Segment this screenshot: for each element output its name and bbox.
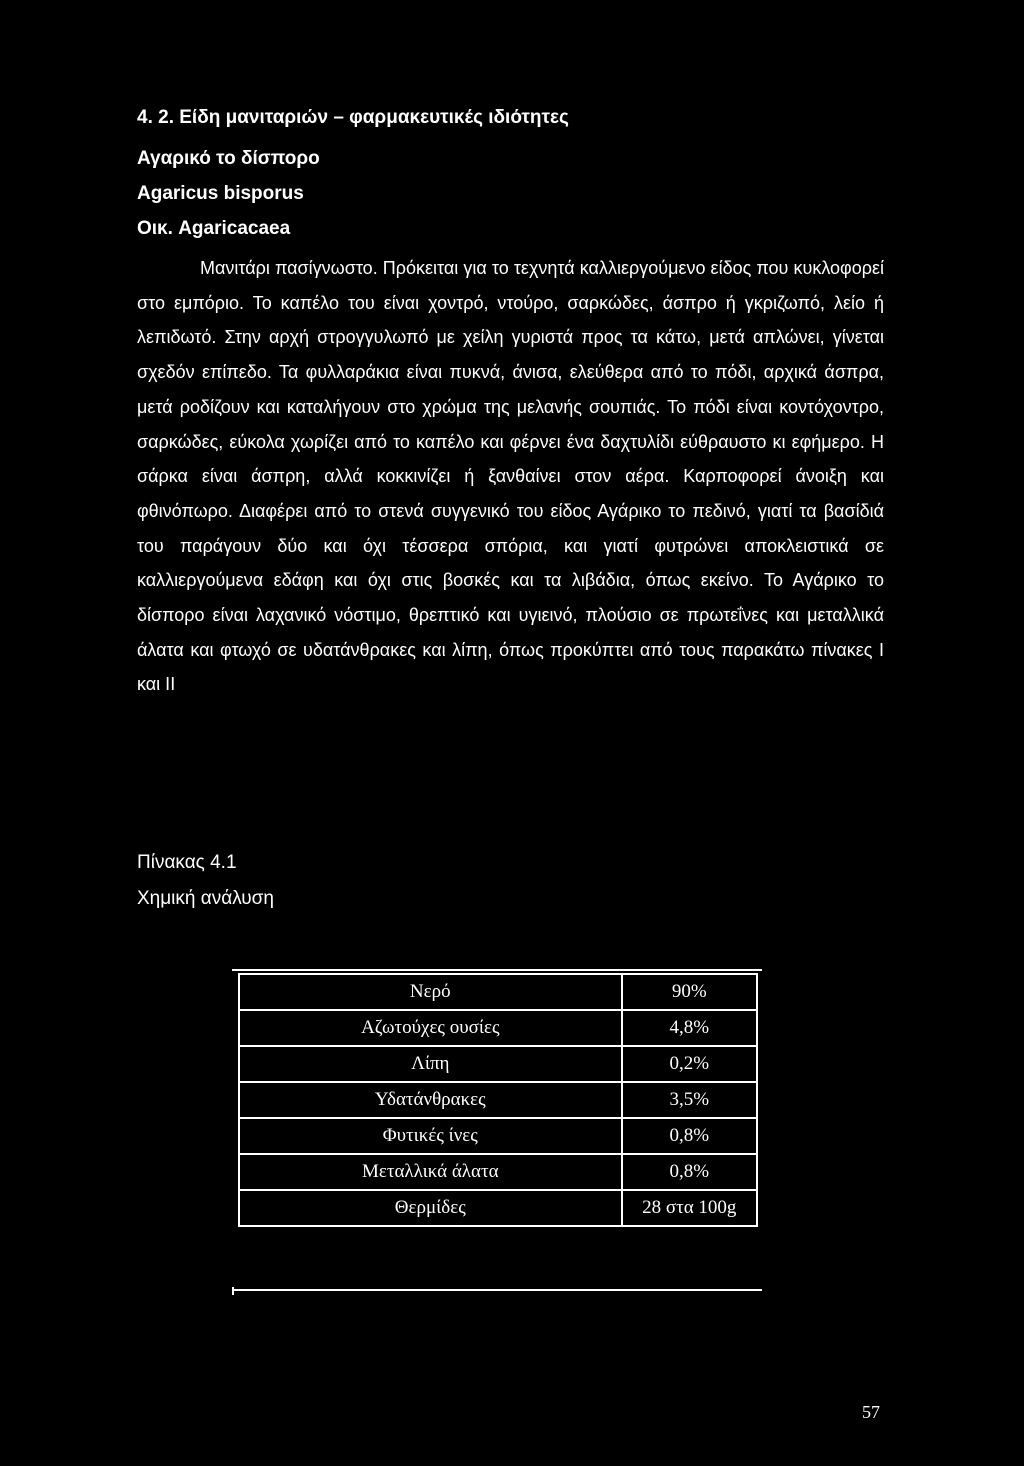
table-row (239, 974, 757, 1010)
table-corner-mark (232, 1287, 234, 1295)
body-paragraph: Μανιτάρι πασίγνωστο. Πρόκειται για το τεχνητά καλλιεργούμενο είδος που κυκλοφορεί στο εμπόριο. Το καπέλο του είναι χοντρό, ντούρο, σαρκώδες, άσπρο ή γκριζωπό, λείο ή λεπιδωτό. Στην αρχή στρογγυλωπό με χείλη γυριστά προς τα κάτω, μετά απλώνει, γίνεται σχεδόν επίπεδο. Τα φυλλαράκια είναι πυκνά, άνισα, ελεύθερα από το πόδι, αρχικά άσπρα, μετά ροδίζουν και καταλήγουν στο χρώμα της μελανής σουπιάς. Το πόδι είναι κοντόχοντρο, σαρκώδες, εύκολα χωρίζει από το καπέλο και φέρνει ένα δαχτυλίδι εύθραυστο κι εφήμερο. Η σάρκα είναι άσπρη, αλλά κοκκινίζει ή ξανθαίνει στον αέρα. Καρποφορεί άνοιξη και φθινόπωρο. Διαφέρει από το στενά συγγενικό του είδος Αγάρικο το πεδινό, γιατί τα βασίδιά του παράγουν δύο και όχι τέσσερα σπόρια, και γιατί φυτρώνει αποκλειστικά σε καλλιεργούμενα εδάφη και όχι στις βοσκές και τα λιβάδια, όπως εκείνο. Το Αγάρικο το δίσπορο είναι λαχανικό νόστιμο, θρεπτικό και υγιεινό, πλούσιο σε πρωτεΐνες και μεταλλικά άλατα και φτωχό σε υδατάνθρακες και λίπη, όπως προκύπτει από τους παρακάτω πίνακες I και II (137, 258, 884, 695)
family-name: Οικ. Agaricacaea (137, 218, 291, 239)
row-label: Θερμίδες (239, 1190, 622, 1226)
row-label: Αζωτούχες ουσίες (239, 1010, 622, 1046)
row-value: 0,8% (622, 1118, 757, 1154)
table-top-rule (232, 969, 762, 971)
row-label: Μεταλλικά άλατα (239, 1154, 622, 1190)
table-row (239, 1046, 757, 1082)
row-value: 4,8% (622, 1010, 757, 1046)
table-row (239, 1154, 757, 1190)
row-label: Νερό (239, 974, 622, 1010)
row-value: 0,8% (622, 1154, 757, 1190)
table-row (239, 1010, 757, 1046)
latin-name: Agaricus bisporus (137, 183, 304, 204)
row-label: Υδατάνθρακες (239, 1082, 622, 1118)
row-label: Λίπη (239, 1046, 622, 1082)
row-value: 3,5% (622, 1082, 757, 1118)
table-row (239, 1118, 757, 1154)
table-row (239, 1190, 757, 1226)
page-number: 57 (862, 1402, 880, 1422)
table-bottom-rule (232, 1289, 762, 1291)
common-name: Αγαρικό το δίσπορο (137, 148, 320, 169)
row-value: 0,2% (622, 1046, 757, 1082)
table-row (239, 1082, 757, 1118)
table-title: Χημική ανάλυση (137, 888, 274, 909)
row-value: 90% (622, 974, 757, 1010)
row-value: 28 στα 100g (622, 1190, 757, 1226)
row-label: Φυτικές ίνες (239, 1118, 622, 1154)
analysis-table (238, 973, 758, 1227)
section-heading: 4. 2. Είδη μανιταριών – φαρμακευτικές ιδιότητες (137, 107, 569, 128)
table-number: Πίνακας 4.1 (137, 852, 237, 873)
